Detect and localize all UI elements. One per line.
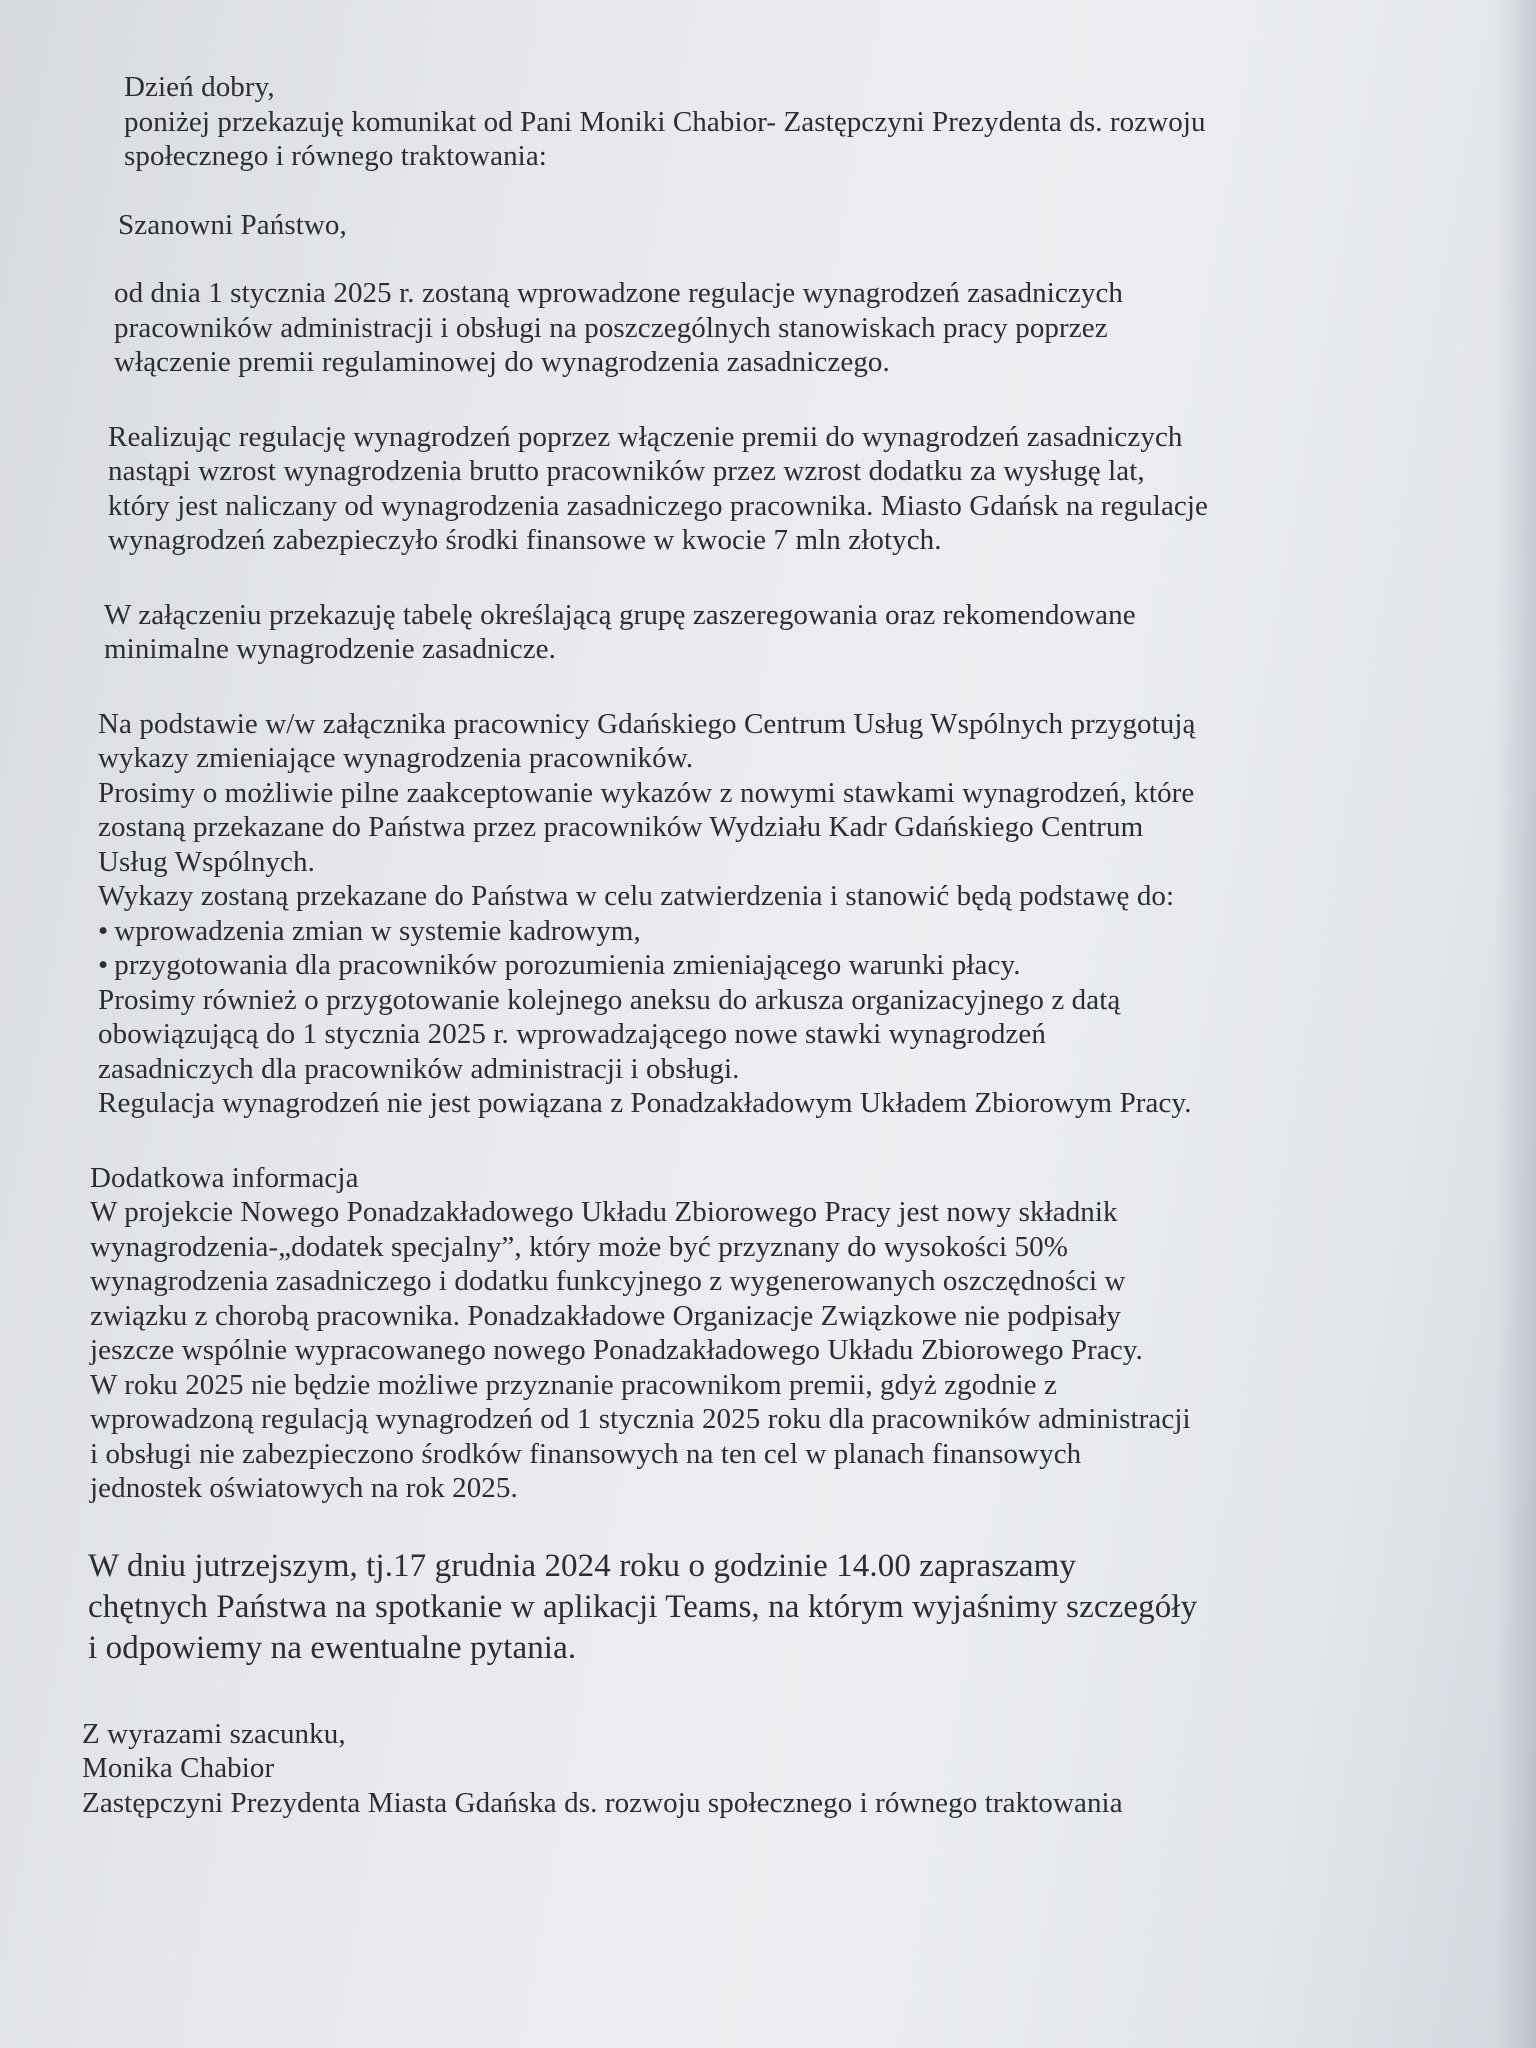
text-line: W roku 2025 nie będzie możliwe przyznanie pracownikom premii, gdyż zgodnie z: [90, 1368, 1057, 1401]
text-line: Szanowni Państwo,: [118, 208, 347, 241]
text-line: Usług Wspólnych.: [98, 845, 315, 878]
paragraph-regulacje: [114, 276, 1388, 380]
text-line: społecznego i równego traktowania:: [124, 140, 547, 172]
salutation: [118, 208, 1388, 243]
text-line: i odpowiemy na ewentualne pytania.: [88, 1629, 577, 1666]
text-line: zasadniczych dla pracowników administracji i obsługi.: [98, 1052, 740, 1085]
text-line: wynagrodzeń zabezpieczyło środki finansowe w kwocie 7 mln złotych.: [108, 524, 942, 556]
signer-name: Monika Chabior: [82, 1752, 275, 1784]
text-line: Prosimy również o przygotowanie kolejnego aneksu do arkusza organizacyjnego z datą: [98, 983, 1121, 1016]
bullet-item: • wprowadzenia zmian w systemie kadrowym,: [98, 914, 1388, 949]
signer-title: Zastępczyni Prezydenta Miasta Gdańska ds. rozwoju społecznego i równego traktowania: [82, 1786, 1123, 1819]
paragraph-zalacznik: [104, 598, 1388, 667]
paragraph-realizujac: [108, 420, 1388, 558]
text-line: W załączeniu przekazuję tabelę określającą grupę zaszeregowania oraz rekomendowane: [104, 598, 1136, 631]
text-line: jeszcze wspólnie wypracowanego nowego Ponadzakładowego Układu Zbiorowego Pracy.: [90, 1334, 1143, 1366]
text-line: nastąpi wzrost wynagrodzenia brutto pracowników przez wzrost dodatku za wysługę lat,: [108, 455, 1145, 487]
text-line: Realizując regulację wynagrodzeń poprzez włączenie premii do wynagrodzeń zasadniczych: [108, 420, 1183, 453]
text-line: poniżej przekazuję komunikat od Pani Moniki Chabior- Zastępczyni Prezydenta ds. rozwoju: [124, 105, 1206, 138]
text-line: który jest naliczany od wynagrodzenia zasadniczego pracownika. Miasto Gdańsk na regulacje: [108, 489, 1209, 522]
paragraph-podstawa: [98, 707, 1388, 1121]
text-line: wynagrodzenia-„dodatek specjalny”, który może być przyznany do wysokości 50%: [90, 1230, 1068, 1263]
text-line: jednostek oświatowych na rok 2025.: [90, 1472, 518, 1504]
paragraph-dodatkowa-informacja: [90, 1161, 1388, 1506]
text-line: związku z chorobą pracownika. Ponadzakładowe Organizacje Związkowe nie podpisały: [90, 1299, 1121, 1332]
text-line: zostaną przekazane do Państwa przez pracowników Wydziału Kadr Gdańskiego Centrum: [98, 811, 1144, 843]
text-line: obowiązującą do 1 stycznia 2025 r. wprowadzającego nowe stawki wynagrodzeń: [98, 1018, 1046, 1050]
text-line: i obsługi nie zabezpieczono środków finansowych na ten cel w planach finansowych: [90, 1437, 1082, 1470]
text-line: chętnych Państwa na spotkanie w aplikacji Teams, na którym wyjaśnimy szczegóły: [88, 1588, 1198, 1625]
text-line: wprowadzoną regulacją wynagrodzeń od 1 stycznia 2025 roku dla pracowników administracji: [90, 1403, 1191, 1435]
text-line: W dniu jutrzejszym, tj.17 grudnia 2024 roku o godzinie 14.00 zapraszamy: [88, 1547, 1077, 1584]
signature-block: [82, 1717, 1388, 1821]
greeting-paragraph: [124, 70, 1388, 174]
closing-line: Z wyrazami szacunku,: [82, 1717, 346, 1750]
page-edge-shadow: [1496, 0, 1536, 2048]
text-line: Wykazy zostaną przekazane do Państwa w celu zatwierdzenia i stanowić będą podstawę do:: [98, 880, 1175, 912]
text-line: od dnia 1 stycznia 2025 r. zostaną wprowadzone regulacje wynagrodzeń zasadniczych: [114, 277, 1124, 309]
text-line: Na podstawie w/w załącznika pracownicy Gdańskiego Centrum Usług Wspólnych przygotują: [98, 707, 1196, 740]
bullet-item: • przygotowania dla pracowników porozumienia zmieniającego warunki płacy.: [98, 948, 1388, 983]
text-line: W projekcie Nowego Ponadzakładowego Układu Zbiorowego Pracy jest nowy składnik: [90, 1196, 1118, 1228]
text-line: Regulacja wynagrodzeń nie jest powiązana z Ponadzakładowym Układem Zbiorowym Pracy.: [98, 1087, 1192, 1119]
letter-body: [82, 70, 1388, 1820]
text-line: minimalne wynagrodzenie zasadnicze.: [104, 633, 556, 665]
section-heading: Dodatkowa informacja: [90, 1161, 359, 1194]
text-line: Dzień dobry,: [124, 71, 275, 103]
text-line: wynagrodzenia zasadniczego i dodatku funkcyjnego z wygenerowanych oszczędności w: [90, 1265, 1126, 1297]
text-line: wykazy zmieniające wynagrodzenia pracowników.: [98, 742, 694, 774]
text-line: pracowników administracji i obsługi na poszczególnych stanowiskach pracy poprzez: [114, 311, 1108, 344]
paragraph-spotkanie: [88, 1546, 1388, 1669]
text-line: Prosimy o możliwie pilne zaakceptowanie wykazów z nowymi stawkami wynagrodzeń, które: [98, 776, 1195, 809]
text-line: włączenie premii regulaminowej do wynagrodzenia zasadniczego.: [114, 346, 890, 378]
